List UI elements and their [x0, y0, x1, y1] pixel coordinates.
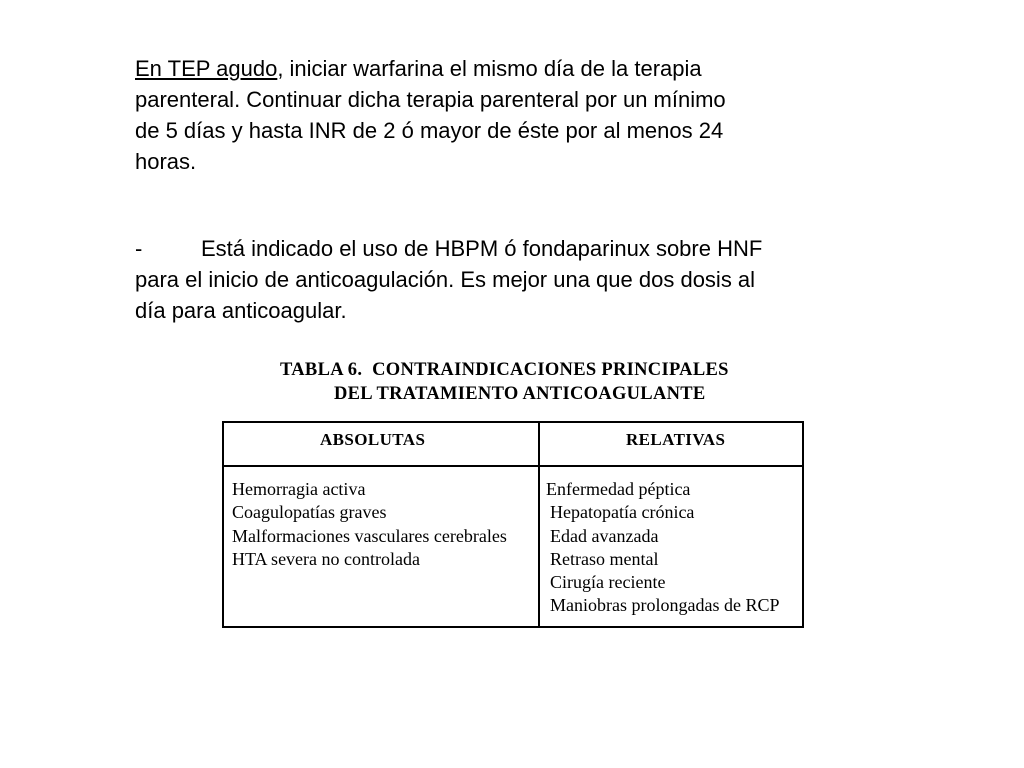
relativas-list	[546, 478, 779, 618]
list-item: Maniobras prolongadas de RCP	[550, 595, 780, 616]
paragraph-body: , iniciar warfarina el mismo día de la terapia parenteral. Continuar dicha terapia parenteral por un mínimo de 5 días y hasta INR de 2 ó mayor de éste por al menos 24 horas.	[135, 56, 726, 174]
list-item: Enfermedad péptica	[546, 479, 691, 499]
list-item: Hepatopatía crónica	[550, 502, 695, 523]
list-item: Malformaciones vasculares cerebrales	[232, 525, 507, 546]
table-title-line1: TABLA 6. CONTRAINDICACIONES PRINCIPALES	[280, 360, 729, 380]
list-item: Retraso mental	[550, 548, 659, 569]
list-item: Cirugía reciente	[550, 572, 666, 593]
table-title-line2: DEL TRATAMIENTO ANTICOAGULANTE	[334, 384, 706, 404]
paragraph-hbpm	[135, 233, 775, 326]
absolutas-list	[232, 478, 507, 571]
header-divider	[224, 465, 802, 467]
table-title	[280, 358, 729, 406]
list-item: Hemorragia activa	[232, 479, 366, 499]
column-divider	[538, 423, 540, 626]
paragraph-tep-agudo	[135, 53, 755, 177]
column-header-relativas: RELATIVAS	[626, 430, 726, 449]
column-header-absolutas: ABSOLUTAS	[320, 430, 426, 449]
list-item: Edad avanzada	[550, 525, 659, 546]
paragraph-body: Está indicado el uso de HBPM ó fondaparinux sobre HNF para el inicio de anticoagulación. Es mejor una que dos dosis al día para anticoagular.	[135, 236, 763, 323]
contraindications-table	[222, 421, 804, 628]
bullet-dash: -	[135, 236, 143, 261]
list-item: Coagulopatías graves	[232, 502, 387, 523]
paragraph-heading-underlined: En TEP agudo	[135, 56, 278, 81]
list-item: HTA severa no controlada	[232, 548, 420, 569]
